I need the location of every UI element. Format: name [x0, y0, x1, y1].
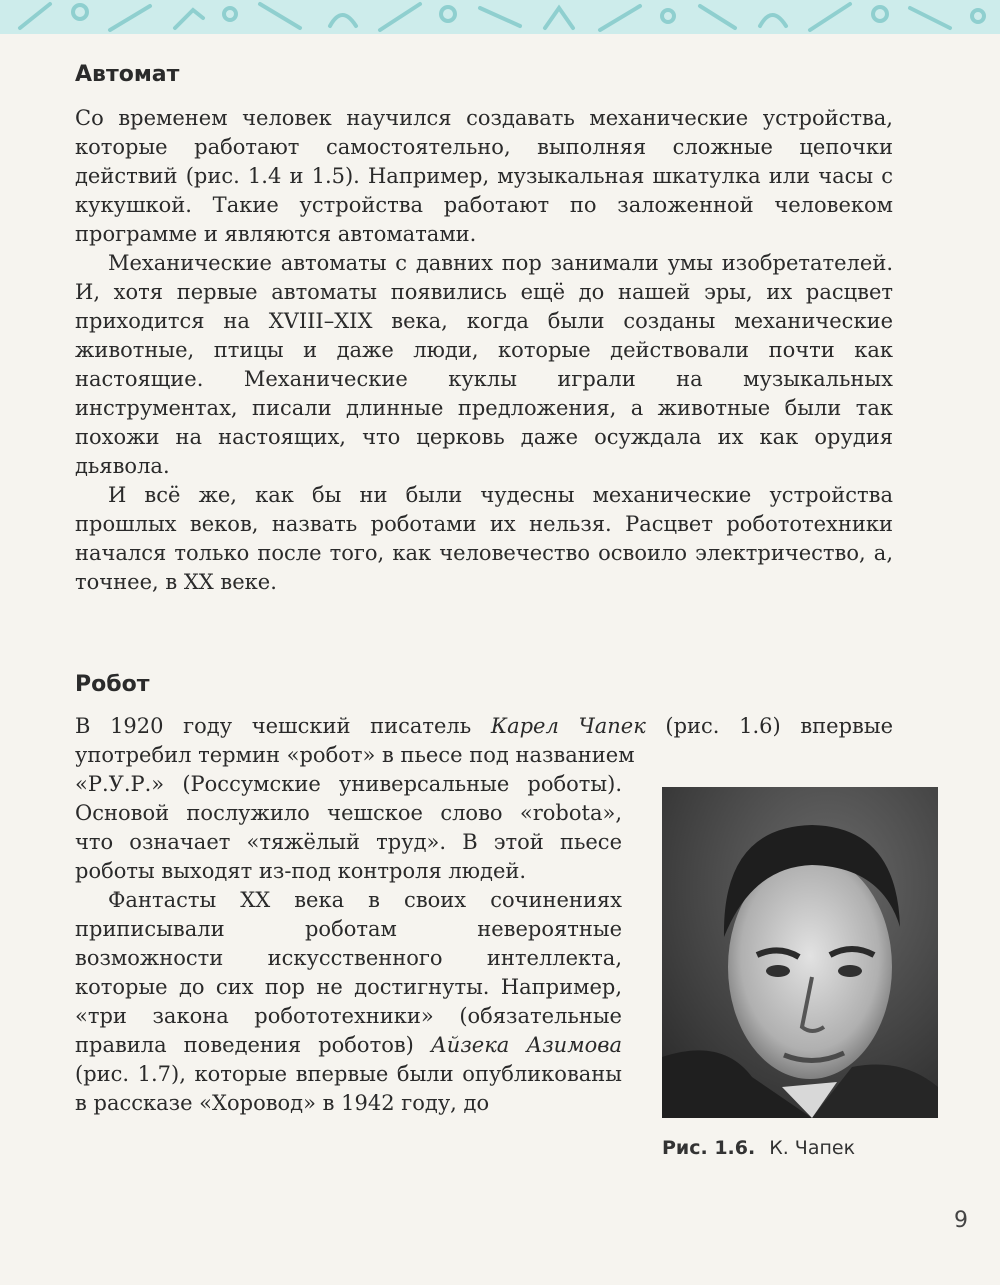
automat-section-text	[75, 104, 893, 597]
robot-section-column	[75, 770, 622, 1118]
text-segment: Фантасты XX века в своих сочинениях приписывали роботам невероятные возможности искусственного интеллекта, которые до сих пор не достигнуты. Например, «три закона робототехники» (обязательные правила поведения роботов)	[75, 888, 622, 1057]
section-heading-robot: Робот	[75, 672, 150, 697]
paragraph: Механические автоматы с давних пор занимали умы изобретателей. И, хотя первые автоматы появились ещё до нашей эры, их расцвет приходится на XVIII–XIX века, когда были созданы механические животные, птицы и даже люди, которые действовали почти как настоящие. Механические куклы играли на музыкальных инструментах, писали длинные предложения, а животные были так похожи на настоящих, что церковь даже осуждала их как орудия дьявола.	[75, 251, 893, 478]
paragraph: Со временем человек научился создавать механические устройства, которые работают самостоятельно, выполняя сложные цепочки действий (рис. 1.4 и 1.5). Например, музыкальная шкатулка или часы с кукушкой. Такие устройства работают по заложенной человеком программе и являются автоматами.	[75, 106, 893, 246]
portrait-illustration	[662, 787, 938, 1118]
text-segment: В 1920 году чешский писатель	[75, 714, 491, 738]
author-name-capek: Карел Чапек	[490, 714, 646, 738]
paragraph: И всё же, как бы ни были чудесны механические устройства прошлых веков, назвать роботами их нельзя. Расцвет робототехники начался только после того, как человечество освоило электричество, а, точнее, в XX веке.	[75, 483, 893, 594]
decorative-header-banner	[0, 0, 1000, 34]
paragraph: «Р.У.Р.» (Россумские универсальные роботы). Основой послужило чешское слово «robota», что означает «тяжёлый труд». В этой пьесе роботы выходят из-под контроля людей.	[75, 772, 622, 883]
paragraph	[75, 712, 893, 770]
robot-intro-text	[75, 712, 893, 770]
tools-pattern-icon	[0, 0, 1000, 34]
text-segment: (рис. 1.6) впервые употребил термин «робот» в пьесе под названием	[75, 714, 893, 767]
section-heading-automat: Автомат	[75, 62, 180, 87]
figure-caption-text: К. Чапек	[769, 1137, 856, 1159]
author-name-asimov: Айзека Азимова	[430, 1033, 622, 1057]
figure-caption	[662, 1137, 855, 1159]
text-segment: (рис. 1.7), которые впервые были опубликованы в рассказе «Хоровод» в 1942 году, до	[75, 1062, 622, 1115]
paragraph	[75, 886, 622, 1118]
page-number: 9	[954, 1208, 968, 1233]
figure-label: Рис. 1.6.	[662, 1137, 756, 1159]
portrait-photo-capek	[662, 787, 938, 1118]
